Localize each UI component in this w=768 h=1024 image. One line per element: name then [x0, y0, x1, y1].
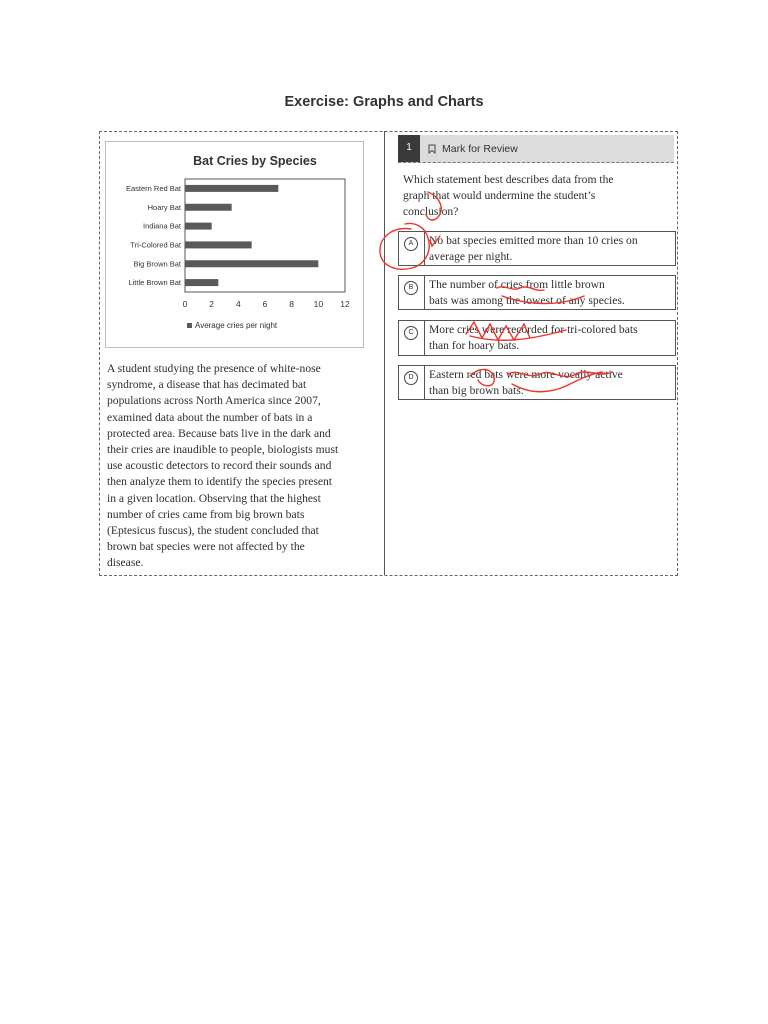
answer-choice-b[interactable] [398, 275, 676, 310]
page-title: Exercise: Graphs and Charts [284, 94, 484, 110]
passage-line: brown bat species were not affected by the [107, 540, 305, 554]
question-line: graph that would undermine the student’s [403, 189, 596, 203]
answer-choice-d[interactable] [398, 365, 676, 400]
legend-label: Average cries per night [195, 321, 278, 330]
passage-line: examined data about the number of bats in a [107, 410, 313, 424]
chart-legend [187, 321, 277, 330]
category-label: Tri-Colored Bat [130, 240, 181, 250]
answer-choice-a[interactable] [398, 231, 676, 266]
choice-text: No bat species emitted more than 10 cries on [429, 234, 638, 247]
passage [107, 361, 375, 572]
choice-letter: A [404, 237, 418, 251]
choice-text: The number of cries from little brown [429, 278, 605, 291]
chart-title: Bat Cries by Species [193, 154, 317, 168]
choice-text: average per night. [429, 250, 513, 263]
choice-text: than big brown bats. [429, 384, 524, 397]
x-tick-label: 6 [262, 299, 268, 309]
x-tick-label: 12 [340, 299, 350, 309]
bookmark-icon [428, 144, 436, 154]
category-label: Indiana Bat [143, 221, 181, 231]
mark-for-review-label: Mark for Review [442, 143, 518, 155]
category-label: Big Brown Bat [133, 259, 181, 269]
category-label: Eastern Red Bat [125, 183, 181, 193]
x-tick-label: 8 [289, 299, 295, 309]
answer-choice-c[interactable] [398, 320, 676, 356]
legend-swatch [187, 323, 192, 328]
passage-line: number of cries came from big brown bats [107, 507, 305, 521]
passage-line: in a given location. Observing that the highest [107, 491, 321, 505]
question-stem [403, 172, 673, 221]
question-number: 1 [398, 135, 420, 162]
category-label: Hoary Bat [147, 202, 181, 212]
category-label: Little Brown Bat [128, 278, 181, 288]
passage-line: disease. [107, 556, 144, 570]
passage-line: syndrome, a disease that has decimated bat [107, 378, 307, 392]
passage-line: A student studying the presence of white-nose [107, 362, 321, 375]
x-tick-label: 4 [235, 299, 241, 309]
question-line: conclusion? [403, 205, 459, 219]
x-tick-label: 0 [182, 299, 188, 309]
bar [185, 204, 232, 211]
column-divider [384, 131, 385, 575]
bar [185, 241, 252, 248]
bar [185, 279, 218, 286]
choice-text: than for hoary bats. [429, 339, 520, 352]
x-tick-label: 2 [209, 299, 215, 309]
passage-line: then analyze them to identify the species present [107, 475, 333, 489]
choice-text: More cries were recorded for tri-colored bats [429, 323, 638, 336]
bar [185, 185, 278, 192]
passage-line: populations across North America since 2007, [107, 394, 321, 408]
passage-line: protected area. Because bats live in the dark and [107, 426, 331, 440]
question-line: Which statement best describes data from the [403, 173, 614, 186]
bar-chart [105, 141, 362, 346]
passage-line: (Eptesicus fuscus), the student concluded that [107, 524, 319, 538]
x-tick-label: 10 [313, 299, 324, 309]
bar [185, 260, 318, 267]
choice-letter: C [404, 326, 418, 340]
choice-letter: D [404, 371, 418, 385]
choice-letter: B [404, 281, 418, 295]
choice-text: bats was among the lowest of any species. [429, 294, 625, 307]
plot-area [185, 179, 345, 292]
bar [185, 223, 212, 230]
passage-line: use acoustic detectors to record their sounds and [107, 459, 332, 473]
passage-line: their cries are inaudible to people, biologists must [107, 443, 339, 457]
mark-for-review-button[interactable] [428, 143, 518, 155]
choice-text: Eastern red bats were more vocally active [429, 368, 623, 381]
